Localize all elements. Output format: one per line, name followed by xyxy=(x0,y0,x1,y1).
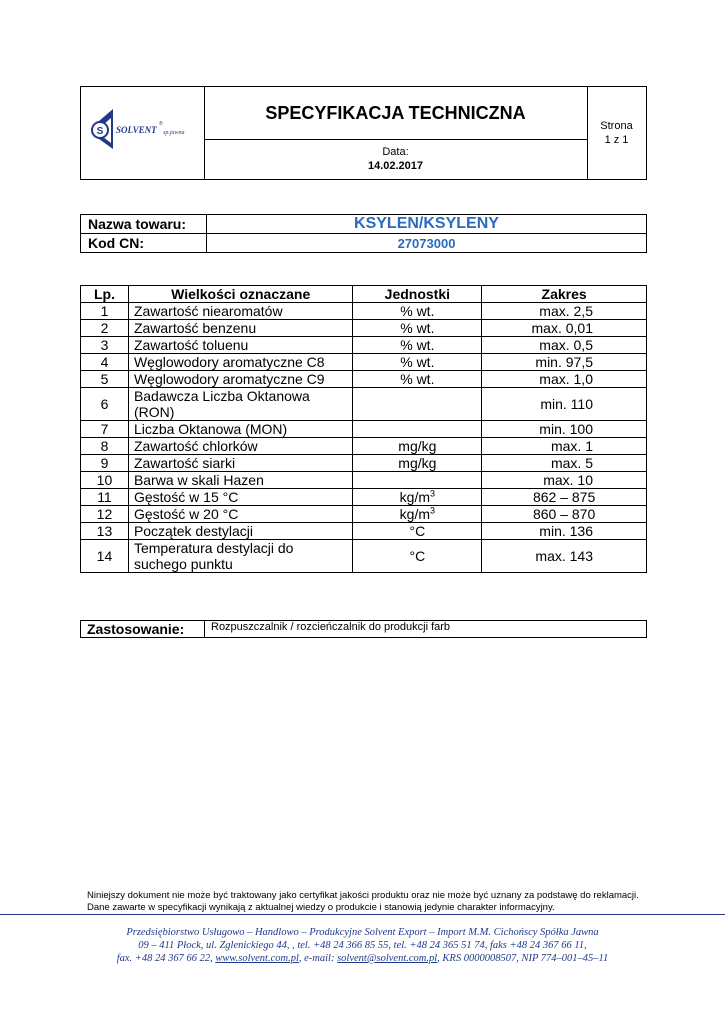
row-property: Zawartość siarki xyxy=(128,455,353,472)
application-row xyxy=(81,621,647,638)
svg-text:S: S xyxy=(96,126,104,137)
row-unit: °C xyxy=(353,523,482,540)
row-range: max. 0,01 xyxy=(482,320,647,337)
row-lp: 5 xyxy=(81,371,129,388)
row-unit: mg/kg xyxy=(353,455,482,472)
row-range: min. 97,5 xyxy=(482,354,647,371)
row-lp: 7 xyxy=(81,421,129,438)
document-header xyxy=(80,86,647,180)
website-link[interactable]: www.solvent.com.pl xyxy=(215,953,299,964)
row-lp: 14 xyxy=(81,540,129,573)
table-row xyxy=(81,489,647,506)
solvent-logo xyxy=(81,87,204,179)
table-row xyxy=(81,438,647,455)
row-property: Węglowodory aromatyczne C8 xyxy=(128,354,353,371)
row-unit: % wt. xyxy=(353,337,482,354)
cn-code-row xyxy=(81,234,647,253)
application-table xyxy=(80,620,647,638)
row-unit: °C xyxy=(353,540,482,573)
row-unit: mg/kg xyxy=(353,438,482,455)
col-header-property: Wielkości oznaczane xyxy=(128,286,353,303)
row-property: Gęstość w 15 °C xyxy=(128,489,353,506)
table-row xyxy=(81,455,647,472)
row-unit xyxy=(353,421,482,438)
row-property xyxy=(128,388,353,421)
row-range: max. 5 xyxy=(482,455,647,472)
document-title: SPECYFIKACJA TECHNICZNA xyxy=(204,87,587,140)
row-property-line2: suchego punktu xyxy=(133,556,233,572)
table-row xyxy=(81,337,647,354)
row-range: min. 136 xyxy=(482,523,647,540)
table-row xyxy=(81,540,647,573)
row-property-line2: (RON) xyxy=(133,404,175,420)
footer-divider xyxy=(0,914,725,915)
col-header-range: Zakres xyxy=(482,286,647,303)
row-property xyxy=(128,540,353,573)
date-value: 14.02.2017 xyxy=(367,160,424,172)
registry-text: , KRS 0000008507, NIP 774–001–45–11 xyxy=(437,953,609,964)
svg-text:sp.jawna: sp.jawna xyxy=(163,130,185,136)
row-lp: 4 xyxy=(81,354,129,371)
address-line xyxy=(0,952,725,965)
row-unit xyxy=(353,388,482,421)
product-info-table xyxy=(80,214,647,253)
disclaimer-line: Niniejszy dokument nie może być traktowany jako certyfikat jakości produktu oraz nie może być uznany za podstawę do reklamacji. xyxy=(87,890,639,901)
row-property: Zawartość niearomatów xyxy=(128,303,353,320)
col-header-unit: Jednostki xyxy=(353,286,482,303)
row-lp: 9 xyxy=(81,455,129,472)
row-property: Liczba Oktanowa (MON) xyxy=(128,421,353,438)
row-unit xyxy=(353,489,482,506)
product-name-label: Nazwa towaru: xyxy=(81,215,207,234)
row-range: max. 0,5 xyxy=(482,337,647,354)
address-line: 09 – 411 Płock, ul. Zglenickiego 44, , tel. +48 24 366 85 55, tel. +48 24 365 51 74, faks +48 24 367 66 11, xyxy=(138,940,587,951)
row-unit: % wt. xyxy=(353,320,482,337)
row-unit: % wt. xyxy=(353,354,482,371)
row-range: max. 143 xyxy=(482,540,647,573)
table-row xyxy=(81,388,647,421)
product-name-value: KSYLEN/KSYLENY xyxy=(207,215,647,234)
row-lp: 6 xyxy=(81,388,129,421)
row-lp: 2 xyxy=(81,320,129,337)
address-line: Przedsiębiorstwo Usługowo – Handlowo – Produkcyjne Solvent Export – Import M.M. Cichońscy Spółka Jawna xyxy=(126,927,599,938)
email-link[interactable]: solvent@solvent.com.pl xyxy=(337,953,438,964)
unit-base: kg/m xyxy=(399,506,431,522)
page-value: 1 z 1 xyxy=(604,134,629,146)
row-range: min. 110 xyxy=(482,388,647,421)
cn-code-value: 27073000 xyxy=(207,234,647,253)
row-property-line1: Badawcza Liczba Oktanowa xyxy=(133,388,310,404)
application-label: Zastosowanie: xyxy=(81,621,205,638)
table-row xyxy=(81,320,647,337)
row-lp: 8 xyxy=(81,438,129,455)
table-row xyxy=(81,421,647,438)
product-name-row xyxy=(81,215,647,234)
row-range: max. 1 xyxy=(482,438,647,455)
row-unit: % wt. xyxy=(353,303,482,320)
page-label: Strona xyxy=(600,120,633,132)
table-header-row xyxy=(81,286,647,303)
disclaimer-line: Dane zawarte w specyfikacji wynikają z aktualnej wiedzy o produkcie i stanowią jedynie charakter informacyjny. xyxy=(87,902,555,913)
table-row xyxy=(81,303,647,320)
specification-table xyxy=(80,285,647,573)
row-lp: 12 xyxy=(81,506,129,523)
row-lp: 13 xyxy=(81,523,129,540)
col-header-lp: Lp. xyxy=(81,286,129,303)
table-row xyxy=(81,354,647,371)
email-prefix: , e-mail: xyxy=(298,953,338,964)
row-property: Zawartość chlorków xyxy=(128,438,353,455)
row-range: max. 1,0 xyxy=(482,371,647,388)
cn-code-label: Kod CN: xyxy=(81,234,207,253)
row-unit xyxy=(353,506,482,523)
row-lp: 11 xyxy=(81,489,129,506)
row-range: 862 – 875 xyxy=(482,489,647,506)
row-range: max. 2,5 xyxy=(482,303,647,320)
unit-exponent: 3 xyxy=(430,488,436,499)
table-row xyxy=(81,506,647,523)
row-unit xyxy=(353,472,482,489)
row-unit: % wt. xyxy=(353,371,482,388)
row-property: Początek destylacji xyxy=(128,523,353,540)
table-row xyxy=(81,472,647,489)
table-row xyxy=(81,371,647,388)
row-lp: 1 xyxy=(81,303,129,320)
company-logo-cell xyxy=(81,87,205,179)
row-property: Gęstość w 20 °C xyxy=(128,506,353,523)
date-label: Data: xyxy=(382,146,409,158)
row-property-line1: Temperatura destylacji do xyxy=(133,540,294,556)
row-lp: 10 xyxy=(81,472,129,489)
row-range: max. 10 xyxy=(482,472,647,489)
page-indicator xyxy=(587,87,646,179)
application-value: Rozpuszczalnik / rozcieńczalnik do produkcji farb xyxy=(205,621,647,638)
svg-text:®: ® xyxy=(159,121,163,127)
disclaimer xyxy=(87,890,687,914)
header-middle xyxy=(204,87,588,179)
unit-base: kg/m xyxy=(399,489,431,505)
row-lp: 3 xyxy=(81,337,129,354)
row-range: 860 – 870 xyxy=(482,506,647,523)
row-range: min. 100 xyxy=(482,421,647,438)
row-property: Zawartość toluenu xyxy=(128,337,353,354)
row-property: Zawartość benzenu xyxy=(128,320,353,337)
fax-text: fax. +48 24 367 66 22, xyxy=(116,953,216,964)
company-address xyxy=(0,926,725,965)
unit-exponent: 3 xyxy=(430,505,436,516)
table-row xyxy=(81,523,647,540)
svg-text:SOLVENT: SOLVENT xyxy=(116,125,157,135)
row-property: Barwa w skali Hazen xyxy=(128,472,353,489)
row-property: Węglowodory aromatyczne C9 xyxy=(128,371,353,388)
